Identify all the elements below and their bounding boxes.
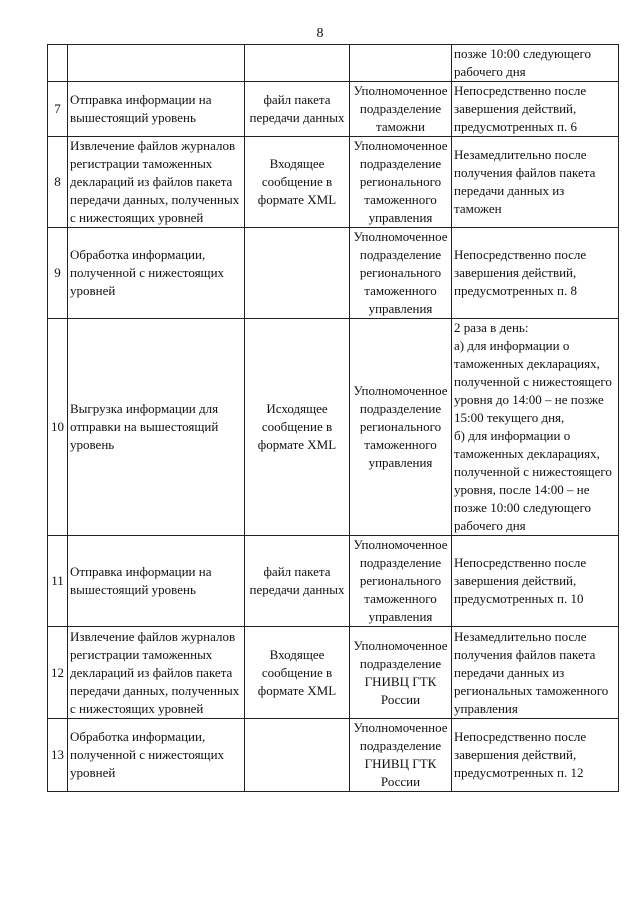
- executor-cell: Уполномоченное подразделение ГНИВЦ ГТК России: [350, 719, 452, 792]
- format-cell: Входящее сообщение в формате XML: [245, 137, 350, 228]
- executor-cell: Уполномоченное подразделение регионального таможенного управления: [350, 137, 452, 228]
- row-number: 8: [48, 137, 68, 228]
- action-cell: Обработка информации, полученной с нижестоящих уровней: [68, 719, 245, 792]
- table-row: [48, 82, 619, 137]
- action-cell: [68, 45, 245, 82]
- row-number: 13: [48, 719, 68, 792]
- table-row: [48, 627, 619, 719]
- table-row: [48, 137, 619, 228]
- row-number: 10: [48, 319, 68, 536]
- row-number: [48, 45, 68, 82]
- executor-cell: Уполномоченное подразделение регионального таможенного управления: [350, 536, 452, 627]
- action-cell: Извлечение файлов журналов регистрации таможенных деклараций из файлов пакета передачи данных, полученных с нижестоящих уровней: [68, 627, 245, 719]
- timing-cell: Непосредственно после завершения действий, предусмотренных п. 10: [452, 536, 619, 627]
- timing-cell: Незамедлительно после получения файлов пакета передачи данных из таможен: [452, 137, 619, 228]
- action-cell: Выгрузка информации для отправки на вышестоящий уровень: [68, 319, 245, 536]
- executor-cell: [350, 45, 452, 82]
- timing-cell: Непосредственно после завершения действий, предусмотренных п. 8: [452, 228, 619, 319]
- format-cell: Входящее сообщение в формате XML: [245, 627, 350, 719]
- timing-cell: Непосредственно после завершения действий, предусмотренных п. 12: [452, 719, 619, 792]
- executor-cell: Уполномоченное подразделение регионального таможенного управления: [350, 228, 452, 319]
- procedure-table: [47, 44, 619, 792]
- timing-cell: Непосредственно после завершения действий, предусмотренных п. 6: [452, 82, 619, 137]
- executor-cell: Уполномоченное подразделение таможни: [350, 82, 452, 137]
- executor-cell: Уполномоченное подразделение ГНИВЦ ГТК России: [350, 627, 452, 719]
- action-cell: Обработка информации, полученной с нижестоящих уровней: [68, 228, 245, 319]
- executor-cell: Уполномоченное подразделение регионального таможенного управления: [350, 319, 452, 536]
- format-cell: [245, 45, 350, 82]
- timing-cell: Незамедлительно после получения файлов пакета передачи данных из региональных таможенного управления: [452, 627, 619, 719]
- timing-cell: позже 10:00 следующего рабочего дня: [452, 45, 619, 82]
- action-cell: Отправка информации на вышестоящий уровень: [68, 82, 245, 137]
- timing-cell: 2 раза в день: а) для информации о таможенных декларациях, полученной с нижестоящего уровня до 14:00 – не позже 15:00 текущего дня, б) для информации о таможенных декларациях, полученной с нижестоящего уровня, после 14:00 – не позже 10:00 следующего рабочего дня: [452, 319, 619, 536]
- row-number: 9: [48, 228, 68, 319]
- table-row: [48, 228, 619, 319]
- row-number: 11: [48, 536, 68, 627]
- format-cell: [245, 719, 350, 792]
- table-row: [48, 719, 619, 792]
- row-number: 12: [48, 627, 68, 719]
- format-cell: файл пакета передачи данных: [245, 82, 350, 137]
- format-cell: файл пакета передачи данных: [245, 536, 350, 627]
- page-number: 8: [316, 26, 324, 41]
- format-cell: Исходящее сообщение в формате XML: [245, 319, 350, 536]
- table-row: [48, 536, 619, 627]
- action-cell: Отправка информации на вышестоящий уровень: [68, 536, 245, 627]
- row-number: 7: [48, 82, 68, 137]
- table-row: [48, 319, 619, 536]
- table-row: [48, 45, 619, 82]
- action-cell: Извлечение файлов журналов регистрации таможенных деклараций из файлов пакета передачи данных, полученных с нижестоящих уровней: [68, 137, 245, 228]
- format-cell: [245, 228, 350, 319]
